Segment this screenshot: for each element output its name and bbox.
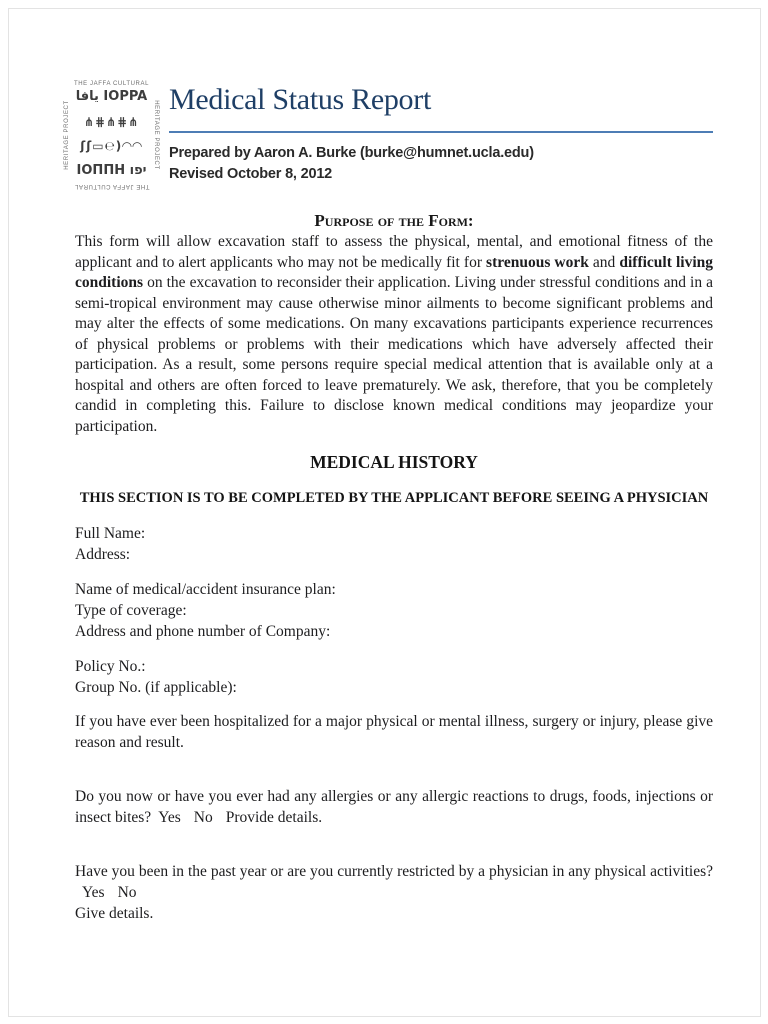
page-title: Medical Status Report	[169, 83, 431, 116]
hospitalized-question: If you have ever been hospitalized for a major physical or mental illness, surgery or injury, please give reason and result.	[75, 713, 713, 751]
policy-fields	[75, 656, 713, 698]
group-no-field-label: Group No. (if applicable):	[75, 679, 237, 696]
full-name-field-label: Full Name:	[75, 525, 146, 542]
logo-script-rows	[72, 90, 151, 178]
title-rule	[169, 131, 713, 133]
medical-history-heading: MEDICAL HISTORY	[310, 452, 478, 472]
logo-greek-hebrew-row: ΙΟΠΠΗ יפו	[76, 162, 147, 178]
document-header	[63, 80, 713, 190]
logo-left-text: HERITAGE PROJECT	[64, 100, 70, 170]
purpose-text-segment: and	[588, 253, 620, 271]
logo-bottom-text: THE JAFFA CULTURAL	[73, 183, 150, 189]
logo-cuneiform-row: ⋔⋕⋔⋕⋔	[83, 114, 140, 129]
company-field-label: Address and phone number of Company:	[75, 623, 331, 640]
allergies-question-text: Do you now or have you ever had any allergies or any allergic reactions to drugs, foods, injections or insect bites?	[75, 788, 713, 826]
byline-block	[169, 143, 713, 185]
purpose-text-segment: This form will allow excavation staff to assess the physical, mental, and emotional fitness of the applicant and to alert applicants who may not be medically fit for	[75, 233, 713, 271]
purpose-section	[75, 210, 713, 437]
insurance-plan-field-label: Name of medical/accident insurance plan:	[75, 581, 336, 598]
coverage-field-label: Type of coverage:	[75, 602, 187, 619]
allergies-yes-option: Yes	[158, 809, 181, 826]
address-field-label: Address:	[75, 546, 131, 563]
purpose-heading: Purpose of the Form:	[314, 211, 474, 230]
prepared-by-line: Prepared by Aaron A. Burke (burke@humnet.ucla.edu)	[169, 145, 534, 161]
insurance-fields	[75, 579, 713, 642]
restricted-yes-option: Yes	[82, 884, 105, 901]
allergies-question	[75, 786, 713, 828]
logo-hieroglyph-row: ʃʃ▭℮)◠◠	[80, 139, 143, 154]
allergies-no-option: No	[193, 809, 213, 826]
difficult-living-conditions-bold: difficult living conditions	[75, 253, 713, 291]
applicant-section-subheading: THIS SECTION IS TO BE COMPLETED BY THE APPLICANT BEFORE SEEING A PHYSICIAN	[79, 490, 709, 506]
medical-history-section	[75, 451, 713, 924]
logo-arabic-row: يافا IOPPA	[75, 89, 148, 104]
allergies-details-prompt: Provide details.	[225, 809, 323, 826]
restricted-details-prompt: Give details.	[75, 905, 154, 922]
revised-date-line: Revised October 8, 2012	[169, 166, 333, 182]
restricted-question	[75, 861, 713, 924]
strenuous-work-bold: strenuous work	[486, 253, 589, 271]
purpose-paragraph	[75, 232, 713, 437]
restricted-no-option: No	[117, 884, 137, 901]
logo-right-text: HERITAGE PROJECT	[153, 100, 159, 170]
policy-no-field-label: Policy No.:	[75, 658, 146, 675]
purpose-text-segment: on the excavation to reconsider their application. Living under stressful conditions and in a semi-tropical environment may cause otherwise minor ailments to become significant problems and may alter the effects of some medications. On many excavations participants experience recurrences of physical problems or problems with their medications which have adversely affected their participation. As a result, some persons require special medical attention that is available only at a hospital and others are often forced to leave prematurely. We ask, therefore, that you be completely candid in completing this. Failure to disclose known medical conditions may jeopardize your participation.	[75, 274, 713, 435]
logo-top-text: THE JAFFA CULTURAL	[73, 81, 150, 87]
restricted-question-text: Have you been in the past year or are you currently restricted by a physician in any physical activities?	[75, 863, 713, 880]
title-column	[160, 80, 713, 190]
name-address-fields	[75, 523, 713, 565]
jaffa-cultural-heritage-project-logo	[63, 80, 160, 190]
